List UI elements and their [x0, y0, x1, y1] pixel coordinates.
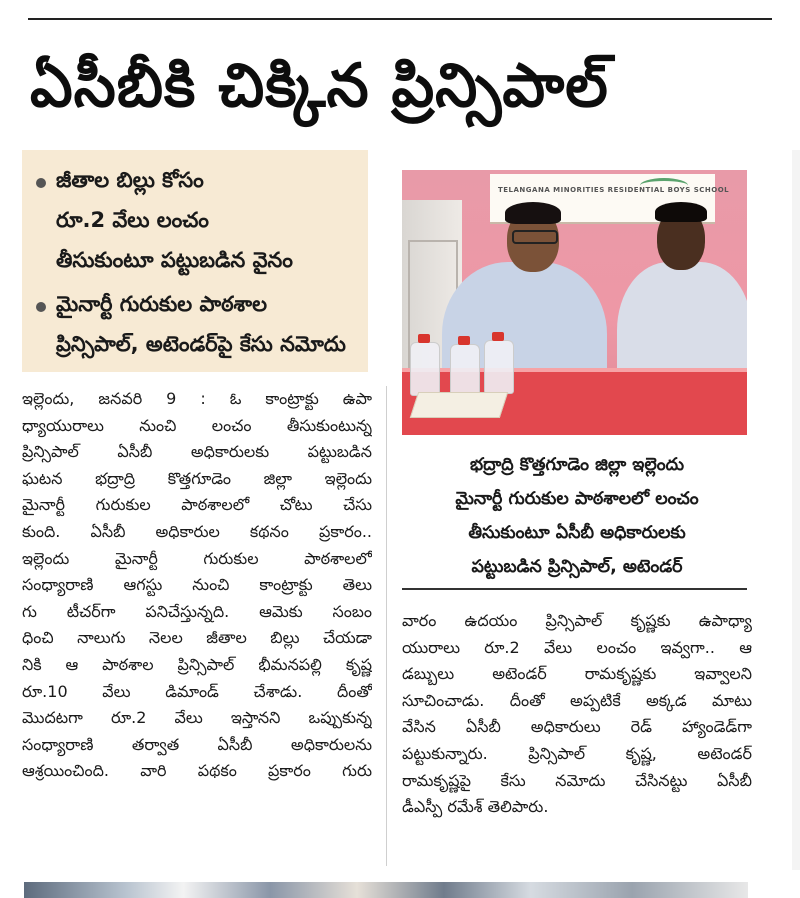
article-line: ధించి నాలుగు నెలల జీతాల బిల్లు చేయడా [22, 628, 372, 648]
highlight-item [34, 160, 360, 280]
highlight-item [34, 284, 360, 364]
highlight-line: రూ.2 వేలు లంచం [56, 208, 209, 232]
article-line: వారం ఉదయం ప్రిన్సిపాల్ కృష్ణకు ఉపాధ్యా [402, 611, 752, 630]
caption-line: తీసుకుంటూ ఏసీబీ అధికారులకు [468, 523, 686, 543]
highlight-line: జీతాల బిల్లు కోసం [56, 168, 204, 192]
article-line: రూ.10 వేలు డిమాండ్ చేశాడు. దీంతో [22, 681, 372, 701]
highlight-line: ప్రిన్సిపాల్, అటెండర్‌పై కేసు నమోదు [56, 332, 346, 356]
article-line: పట్టుకున్నారు. ప్రిన్సిపాల్ కృష్ణ, అటెండర్ [402, 743, 752, 763]
article-line: మొదటగా రూ.2 వేలు ఇస్తానని ఒప్పుకున్న [22, 708, 372, 728]
article-line: సూచించాడు. దీంతో అప్పటికే అక్కడ మాటు [402, 690, 752, 710]
article-line: గు టీచర్‌గా పనిచేస్తున్నది. ఆమెకు సంబం [22, 601, 372, 621]
water-bottle-icon [484, 340, 514, 394]
caption-rule [402, 588, 747, 590]
article-line: ఘటన భద్రాద్రి కొత్తగూడెం జిల్లా ఇల్లెందు [22, 468, 372, 488]
highlight-line: మైనార్టీ గురుకుల పాఠశాల [56, 292, 267, 316]
caption-line: పట్టుబడిన ప్రిన్సిపాల్, అటెండర్ [471, 557, 683, 577]
article-line: సంధ్యారాణి ఆగస్టు నుంచి కాంట్రాక్టు తెలు [22, 575, 372, 595]
article-line: యురాలు రూ.2 వేలు లంచం ఇవ్వగా.. ఆ [402, 637, 752, 657]
caption-line: మైనార్టీ గురుకుల పాఠశాలలో లంచం [455, 489, 699, 509]
article-line: డబ్బులు అటెండర్ రామకృష్ణకు ఇవ్వాలని [402, 664, 752, 684]
article-line: డీఎస్పీ రమేశ్ తెలిపారు. [402, 797, 549, 817]
article-line: సంధ్యారాణి తర్వాత ఏసీబీ అధికారులను [22, 734, 372, 754]
article-column-2 [402, 608, 752, 821]
article-line: నికి ఆ పాఠశాల ప్రిన్సిపాల్ భీమనపల్లి కృష్ణ [22, 654, 372, 674]
article-line: ప్రిన్సిపాల్ ఏసీబీ అధికారులకు పట్టుబడిన [22, 442, 372, 462]
paper-on-table [410, 392, 508, 418]
headline: ఏసీబీకి చిక్కిన ప్రిన్సిపాల్ [30, 51, 609, 121]
bullet-icon [36, 302, 46, 312]
article-column-1 [22, 386, 372, 785]
article-line: ధ్యాయురాలు నుంచి లంచం తీసుకుంటున్న [22, 415, 372, 435]
sign-text: TELANGANA MINORITIES RESIDENTIAL BOYS SCHOOL [498, 186, 730, 194]
article-line: రామకృష్ణపై కేసు నమోదు చేసినట్టు ఏసీబీ [402, 770, 752, 790]
article-line: ఆశ్రయించింది. వారి పథకం ప్రకారం గురు [22, 761, 372, 781]
glasses-icon [512, 230, 558, 244]
next-photo-strip [24, 882, 748, 898]
article-line: వేసిన ఏసీబీ అధికారులు రెడ్ హ్యాండెడ్‌గా [402, 717, 752, 737]
news-photo [402, 170, 747, 435]
article-line: కుంది. ఏసీబీ అధికారుల కథనం ప్రకారం.. [22, 521, 372, 541]
column-divider [386, 386, 387, 866]
article-line: ఇల్లెందు మైనార్టీ గురుకుల పాఠశాలలో [22, 548, 372, 568]
water-bottle-icon [410, 342, 440, 396]
water-bottle-icon [450, 344, 480, 398]
highlight-line: తీసుకుంటూ పట్టుబడిన వైనం [56, 248, 293, 272]
top-rule [28, 18, 772, 20]
caption-line: భద్రాద్రి కొత్తగూడెం జిల్లా ఇల్లెందు [469, 455, 685, 475]
photo-caption [402, 448, 752, 583]
highlights-box [22, 150, 368, 372]
article-line: మైనార్టీ గురుకుల పాఠశాలలో చోటు చేసు [22, 495, 372, 515]
article-line: ఇల్లెందు, జనవరి 9 : ఓ కాంట్రాక్టు ఉపా [22, 389, 372, 408]
adjacent-page-edge [792, 150, 800, 870]
bullet-icon [36, 178, 46, 188]
